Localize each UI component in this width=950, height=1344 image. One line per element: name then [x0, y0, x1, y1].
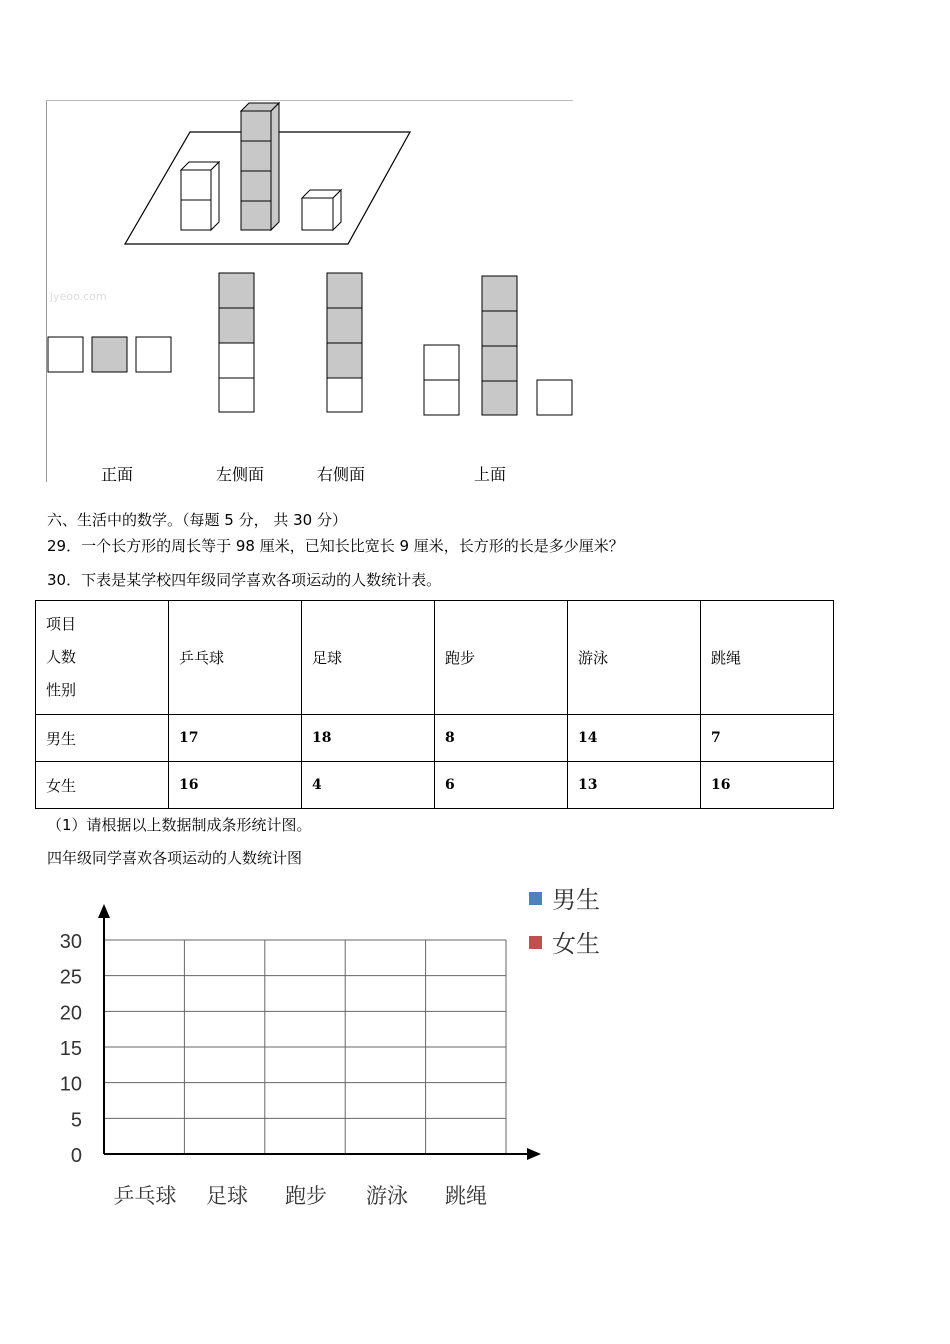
y-tick-label: 0	[70, 1145, 82, 1167]
top-view	[424, 276, 572, 415]
table-cell: 13	[568, 762, 701, 809]
row-label: 女生	[36, 762, 169, 809]
table-corner-cell	[36, 601, 169, 715]
legend-swatch	[529, 936, 542, 949]
corner-item: 项目	[46, 615, 77, 633]
y-tick-label: 5	[70, 1109, 82, 1132]
column-header: 跳绳	[701, 601, 834, 715]
corner-count: 人数	[46, 648, 77, 666]
y-tick-label: 30	[59, 931, 82, 953]
y-axis-arrow	[98, 904, 110, 918]
cube-stack-left	[181, 162, 219, 230]
stats-table	[35, 600, 834, 809]
y-tick-label: 20	[59, 1002, 82, 1025]
table-cell: 6	[435, 762, 568, 809]
table-cell: 14	[568, 715, 701, 762]
cube-stack-middle	[241, 103, 279, 230]
question-29: 29．一个长方形的周长等于 98 厘米，已知长比宽长 9 厘米，长方形的长是多少厘米？	[47, 537, 624, 555]
y-tick-label: 10	[59, 1073, 82, 1096]
x-tick-label: 足球	[206, 1184, 248, 1208]
corner-gender: 性别	[46, 681, 77, 699]
table-row	[36, 762, 834, 809]
question-30: 30．下表是某学校四年级同学喜欢各项运动的人数统计表。	[47, 571, 442, 589]
table-cell: 4	[302, 762, 435, 809]
right-side-view	[327, 273, 362, 412]
legend-swatch	[529, 892, 542, 905]
legend-label: 男生	[552, 886, 600, 914]
front-view-label: 正面	[101, 465, 134, 484]
section-title: 六、生活中的数学。（每题 5 分， 共 30 分）	[47, 511, 347, 529]
table-row	[36, 715, 834, 762]
table-cell: 8	[435, 715, 568, 762]
y-tick-label: 25	[59, 966, 82, 989]
x-tick-label: 乒乓球	[113, 1184, 177, 1208]
table-cell: 17	[169, 715, 302, 762]
left-side-view	[219, 273, 254, 412]
right-view-label: 右侧面	[317, 465, 366, 484]
table-header-row	[36, 601, 834, 715]
watermark: jyeoo.com	[50, 290, 107, 303]
column-header: 足球	[302, 601, 435, 715]
x-axis-arrow	[527, 1148, 541, 1160]
sub-question-1: （1）请根据以上数据制成条形统计图。	[47, 816, 312, 834]
cube-single-right	[302, 190, 341, 230]
x-tick-label: 游泳	[366, 1184, 408, 1208]
column-header: 游泳	[568, 601, 701, 715]
top-view-label: 上面	[474, 465, 507, 484]
table-cell: 7	[701, 715, 834, 762]
left-view-label: 左侧面	[216, 465, 265, 484]
row-label: 男生	[36, 715, 169, 762]
x-tick-label: 跳绳	[445, 1184, 487, 1208]
bar-chart	[0, 870, 650, 1230]
table-cell: 18	[302, 715, 435, 762]
chart-caption: 四年级同学喜欢各项运动的人数统计图	[47, 849, 303, 867]
x-tick-label: 跑步	[285, 1184, 327, 1208]
y-tick-label: 15	[59, 1038, 82, 1060]
legend-label: 女生	[552, 930, 600, 958]
column-header: 跑步	[435, 601, 568, 715]
block-figure-svg	[0, 0, 600, 500]
front-view	[48, 337, 171, 372]
table-cell: 16	[701, 762, 834, 809]
column-header: 乒乓球	[169, 601, 302, 715]
table-cell: 16	[169, 762, 302, 809]
